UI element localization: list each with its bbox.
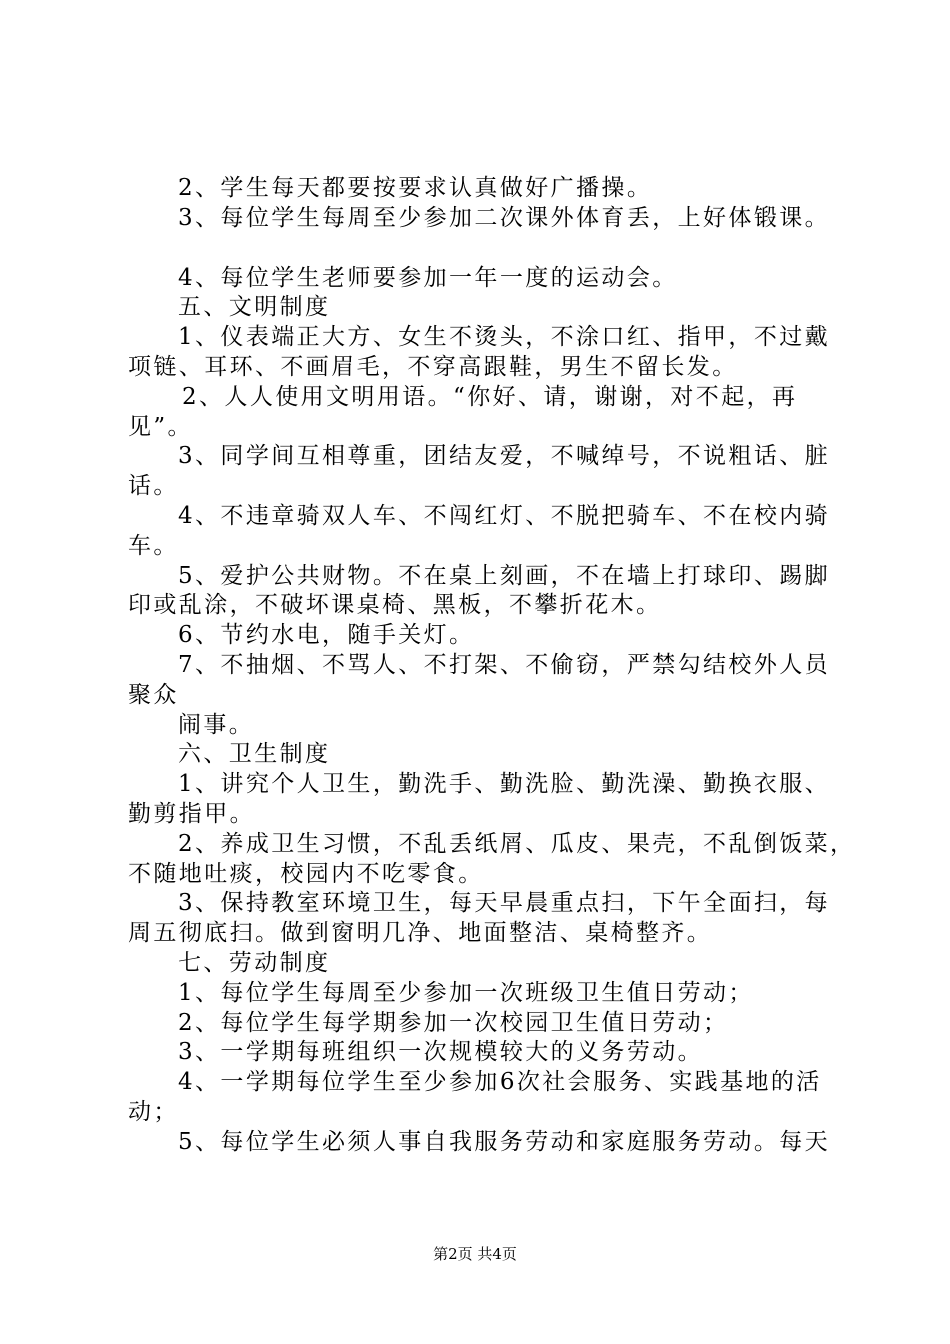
text-line: 话。: [128, 473, 179, 500]
document-body: [128, 174, 856, 1158]
text-line: 项链、耳环、不画眉毛，不穿高跟鞋，男生不留长发。: [128, 353, 738, 380]
text-line: 5、爱护公共财物。不在桌上刻画，不在墙上打球印、踢脚: [178, 562, 831, 589]
text-line: 2、人人使用文明用语。“你好、请，谢谢，对不起，再: [182, 383, 798, 410]
text-line: 聚众: [128, 681, 179, 708]
text-line: 7、不抽烟、不骂人、不打架、不偷窃，严禁勾结校外人员: [178, 651, 831, 678]
text-line: 1、每位学生每周至少参加一次班级卫生值日劳动；: [178, 979, 754, 1006]
text-line: 周五彻底扫。做到窗明几净、地面整洁、桌椅整齐。: [128, 920, 713, 947]
text-line: 1、讲究个人卫生，勤洗手、勤洗脸、勤洗澡、勤换衣服、: [178, 771, 831, 798]
text-line: 4、每位学生老师要参加一年一度的运动会。: [178, 264, 678, 291]
text-line: 印或乱涂，不破坏课桌椅、黑板，不攀折花木。: [128, 592, 662, 619]
text-line: 6、节约水电，随手关灯。: [178, 622, 475, 649]
text-line: 2、每位学生每学期参加一次校园卫生值日劳动；: [178, 1009, 729, 1036]
section-heading: 六、卫生制度: [178, 741, 331, 768]
text-line: 5、每位学生必须人事自我服务劳动和家庭服务劳动。每天: [178, 1128, 831, 1155]
text-line: 闹事。: [178, 711, 255, 738]
text-line: 2、学生每天都要按要求认真做好广播操。: [178, 175, 653, 201]
section-heading: 七、劳动制度: [178, 949, 331, 976]
text-line: 动；: [128, 1098, 179, 1125]
text-line: 2、养成卫生习惯，不乱丢纸屑、瓜皮、果壳，不乱倒饭菜，: [178, 830, 856, 857]
text-line: 4、一学期每位学生至少参加6次社会服务、实践基地的活: [178, 1069, 822, 1096]
page-number-footer: 第2页 共4页: [433, 1245, 517, 1263]
text-line: 3、同学间互相尊重，团结友爱，不喊绰号，不说粗话、脏: [178, 443, 831, 470]
section-heading: 五、文明制度: [178, 294, 331, 321]
text-line: 1、仪表端正大方、女生不烫头，不涂口红、指甲，不过戴: [178, 324, 831, 351]
text-line: 3、保持教室环境卫生，每天早晨重点扫，下午全面扫，每: [178, 890, 831, 917]
paragraph-gap: [128, 234, 834, 264]
text-line: 车。: [128, 532, 179, 559]
text-line: 3、一学期每班组织一次规模较大的义务劳动。: [178, 1039, 704, 1066]
text-line: 见”。: [128, 413, 193, 440]
text-line: 4、不违章骑双人车、不闯红灯、不脱把骑车、不在校内骑: [178, 502, 831, 529]
text-line: 3、每位学生每周至少参加二次课外体育丢，上好体锻课。: [178, 204, 831, 231]
text-line: 不随地吐痰，校园内不吃零食。: [128, 860, 484, 887]
text-line: 勤剪指甲。: [128, 800, 255, 827]
